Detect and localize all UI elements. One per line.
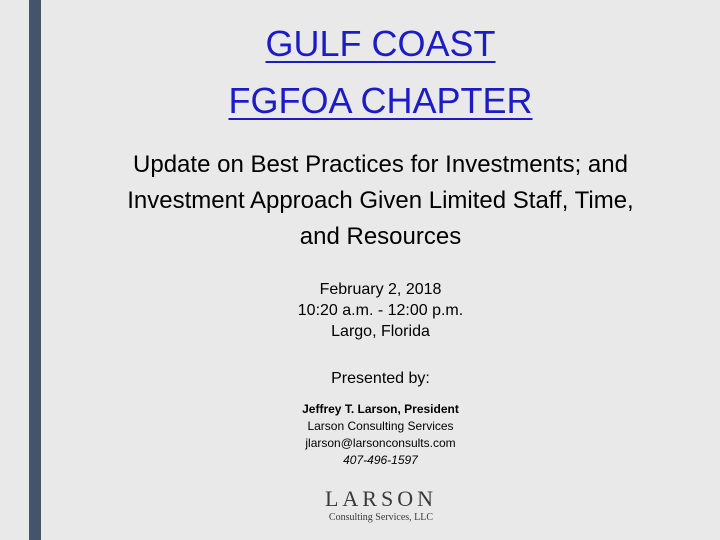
presenter-info bbox=[41, 401, 720, 469]
left-accent-bar bbox=[29, 0, 41, 540]
presenter-email: jlarson@larsonconsults.com bbox=[305, 436, 456, 450]
presenter-phone: 407-496-1597 bbox=[343, 453, 418, 467]
subtitle-line-3: and Resources bbox=[299, 223, 462, 250]
event-location: Largo, Florida bbox=[331, 323, 430, 340]
presented-by-label: Presented by: bbox=[331, 370, 430, 387]
subtitle-line-2: Investment Approach Given Limited Staff, Time, bbox=[127, 187, 634, 214]
logo-wordmark: LARSON bbox=[324, 486, 437, 511]
larson-logo bbox=[286, 487, 476, 529]
subtitle bbox=[41, 147, 720, 255]
title-line-2: FGFOA CHAPTER bbox=[228, 80, 533, 121]
event-date: February 2, 2018 bbox=[319, 281, 442, 298]
title-slide bbox=[41, 0, 720, 540]
event-details bbox=[41, 279, 720, 342]
presenter-name: Jeffrey T. Larson, President bbox=[302, 402, 459, 416]
logo-tagline: Consulting Services, LLC bbox=[328, 512, 434, 523]
subtitle-line-1: Update on Best Practices for Investments; and bbox=[133, 151, 628, 178]
presenter-company: Larson Consulting Services bbox=[307, 419, 454, 433]
title-line-1: GULF COAST bbox=[265, 23, 496, 64]
event-time: 10:20 a.m. - 12:00 p.m. bbox=[297, 302, 464, 319]
